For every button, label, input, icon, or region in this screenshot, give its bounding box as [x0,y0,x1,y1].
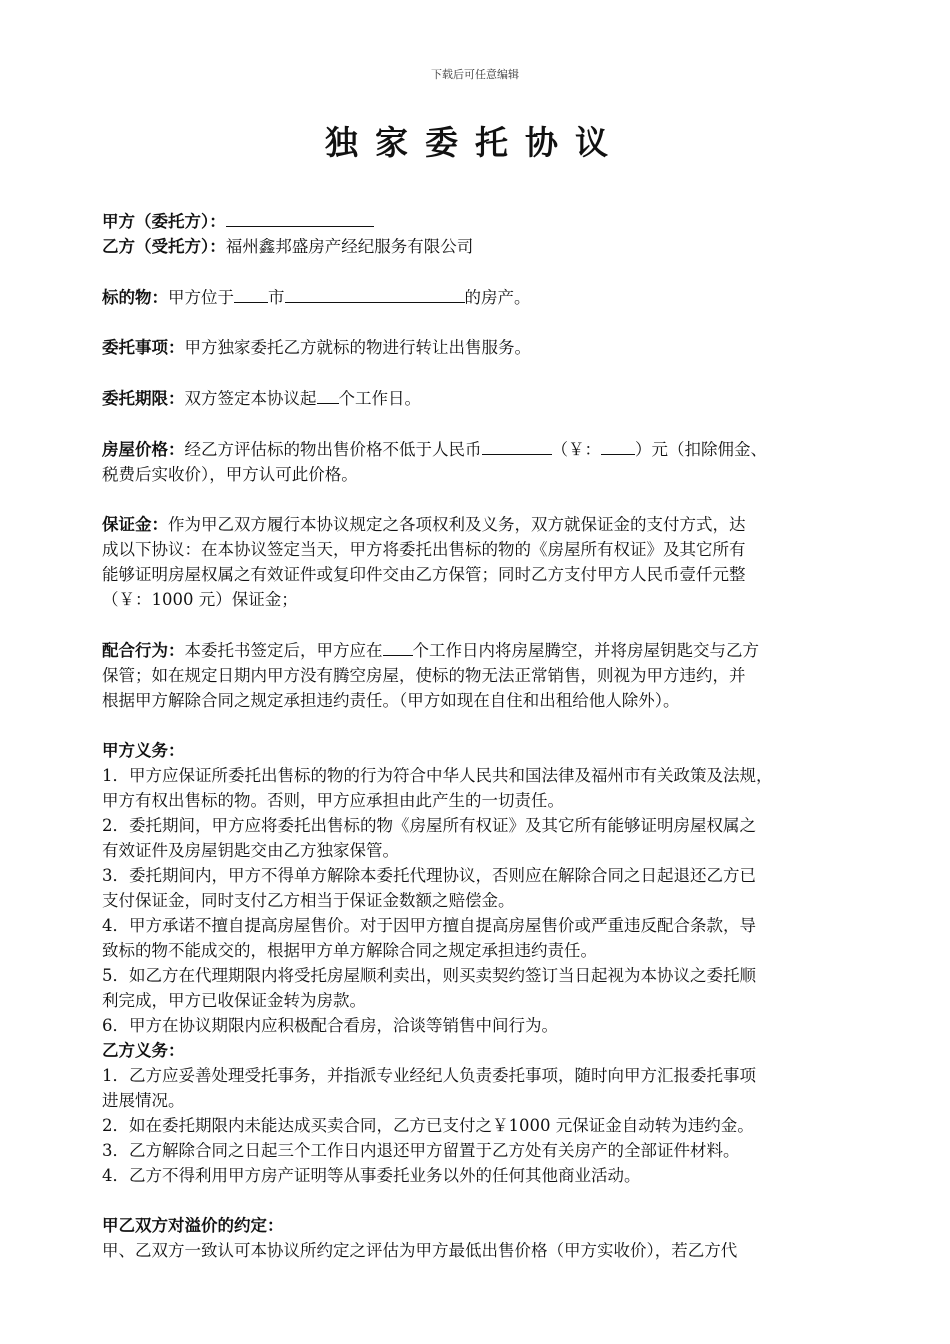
party-b-value: 福州鑫邦盛房产经纪服务有限公司 [225,237,474,256]
subject-address-blank[interactable] [285,284,465,303]
b-duty-line: 1．乙方应妥善处理受托事务，并指派专业经纪人负责委托事项，随时向甲方汇报委托事项 [102,1066,756,1085]
price-line-2: 税费后实收价），甲方认可此价格。 [102,465,358,484]
b-duty-line: 进展情况。 [102,1091,185,1110]
premium-label: 甲乙双方对溢价的约定： [102,1216,284,1235]
party-b-line [102,234,880,259]
premium-heading [102,1213,880,1238]
party-a-blank[interactable] [226,208,374,227]
cooperation-text-1: 本委托书签定后，甲方应在 [184,641,383,660]
subject-text-2: 市 [268,288,285,307]
cooperation-line-1 [102,637,880,663]
cooperation-line-3: 根据甲方解除合同之规定承担违约责任。（甲方如现在自住和出租给他人除外）。 [102,691,680,710]
term-days-blank[interactable] [317,385,339,404]
a-duty-line: 4．甲方承诺不擅自提高房屋售价。对于因甲方擅自提高房屋售价或严重违反配合条款，导 [102,916,756,935]
price-text-3: ）元（扣除佣金、 [635,440,767,459]
a-duty-line: 6．甲方在协议期限内应积极配合看房，洽谈等销售中间行为。 [102,1016,558,1035]
b-duty-line: 4．乙方不得利用甲方房产证明等从事委托业务以外的任何其他商业活动。 [102,1166,641,1185]
subject-text-3: 的房产。 [464,288,531,307]
a-duty-line: 1．甲方应保证所委托出售标的物的行为符合中华人民共和国法律及福州市有关政策及法规， [102,766,773,785]
subject-line [102,284,880,310]
price-amount-blank[interactable] [482,436,552,455]
a-duty-line: 5．如乙方在代理期限内将受托房屋顺利卖出，则买卖契约签订当日起视为本协议之委托顺 [102,966,756,985]
price-text-1: 经乙方评估标的物出售价格不低于人民币 [184,440,482,459]
term-line [102,385,880,411]
a-duty-line: 有效证件及房屋钥匙交由乙方独家保管。 [102,841,399,860]
a-duty-line: 2．委托期间，甲方应将委托出售标的物《房屋所有权证》及其它所有能够证明房屋权属之 [102,816,756,835]
deposit-label: 保证金： [102,515,168,534]
price-text-2: （￥： [551,440,601,459]
b-duties-label: 乙方义务： [102,1041,185,1060]
a-duty-line: 致标的物不能成交的，根据甲方单方解除合同之规定承担违约责任。 [102,941,597,960]
party-a-label: 甲方（委托方）： [102,212,226,231]
b-duties-heading [102,1038,880,1063]
subject-city-blank[interactable] [234,284,268,303]
a-duties-heading [102,738,880,763]
cooperation-text-2: 个工作日内将房屋腾空，并将房屋钥匙交与乙方 [412,641,759,660]
subject-label: 标的物： [102,288,168,307]
a-duty-line: 支付保证金，同时支付乙方相当于保证金数额之赔偿金。 [102,891,515,910]
party-b-label: 乙方（受托方）： [102,237,226,256]
a-duty-line: 3．委托期间内，甲方不得单方解除本委托代理协议，否则应在解除合同之日起退还乙方已 [102,866,756,885]
term-text-1: 双方签定本协议起 [184,389,317,408]
premium-line-1: 甲、乙双方一致认可本协议所约定之评估为甲方最低出售价格（甲方实收价），若乙方代 [102,1241,738,1260]
subject-text-1: 甲方位于 [168,288,234,307]
b-duty-line: 3．乙方解除合同之日起三个工作日内退还甲方留置于乙方处有关房产的全部证件材料。 [102,1141,740,1160]
matter-label: 委托事项： [102,338,185,357]
cooperation-days-blank[interactable] [383,637,413,656]
document-body [102,208,880,1263]
party-a-line [102,208,880,234]
price-label: 房屋价格： [102,440,185,459]
b-duty-line: 2．如在委托期限内未能达成买卖合同，乙方已支付之￥1000 元保证金自动转为违约金。 [102,1116,754,1135]
deposit-line-4: （￥：1000 元）保证金； [102,590,298,609]
header-note: 下载后可任意编辑 [431,68,519,81]
price-numeric-blank[interactable] [601,436,635,455]
cooperation-label: 配合行为： [102,641,185,660]
deposit-line-1 [102,512,880,537]
term-text-2: 个工作日。 [338,389,421,408]
document-title: 独家委托协议 [325,123,625,162]
a-duties-label: 甲方义务： [102,741,185,760]
deposit-line-2: 成以下协议：在本协议签定当天，甲方将委托出售标的物的《房屋所有权证》及其它所有 [102,540,746,559]
matter-text: 甲方独家委托乙方就标的物进行转让出售服务。 [184,338,531,357]
deposit-line-3: 能够证明房屋权属之有效证件或复印件交由乙方保管；同时乙方支付甲方人民币壹仟元整 [102,565,746,584]
a-duty-line: 甲方有权出售标的物。否则，甲方应承担由此产生的一切责任。 [102,791,564,810]
matter-line [102,335,880,360]
cooperation-line-2: 保管；如在规定日期内甲方没有腾空房屋，使标的物无法正常销售，则视为甲方违约，并 [102,666,746,685]
a-duty-line: 利完成，甲方已收保证金转为房款。 [102,991,366,1010]
price-line [102,436,880,462]
deposit-text-1: 作为甲乙双方履行本协议规定之各项权利及义务，双方就保证金的支付方式，达 [168,515,746,534]
term-label: 委托期限： [102,389,185,408]
